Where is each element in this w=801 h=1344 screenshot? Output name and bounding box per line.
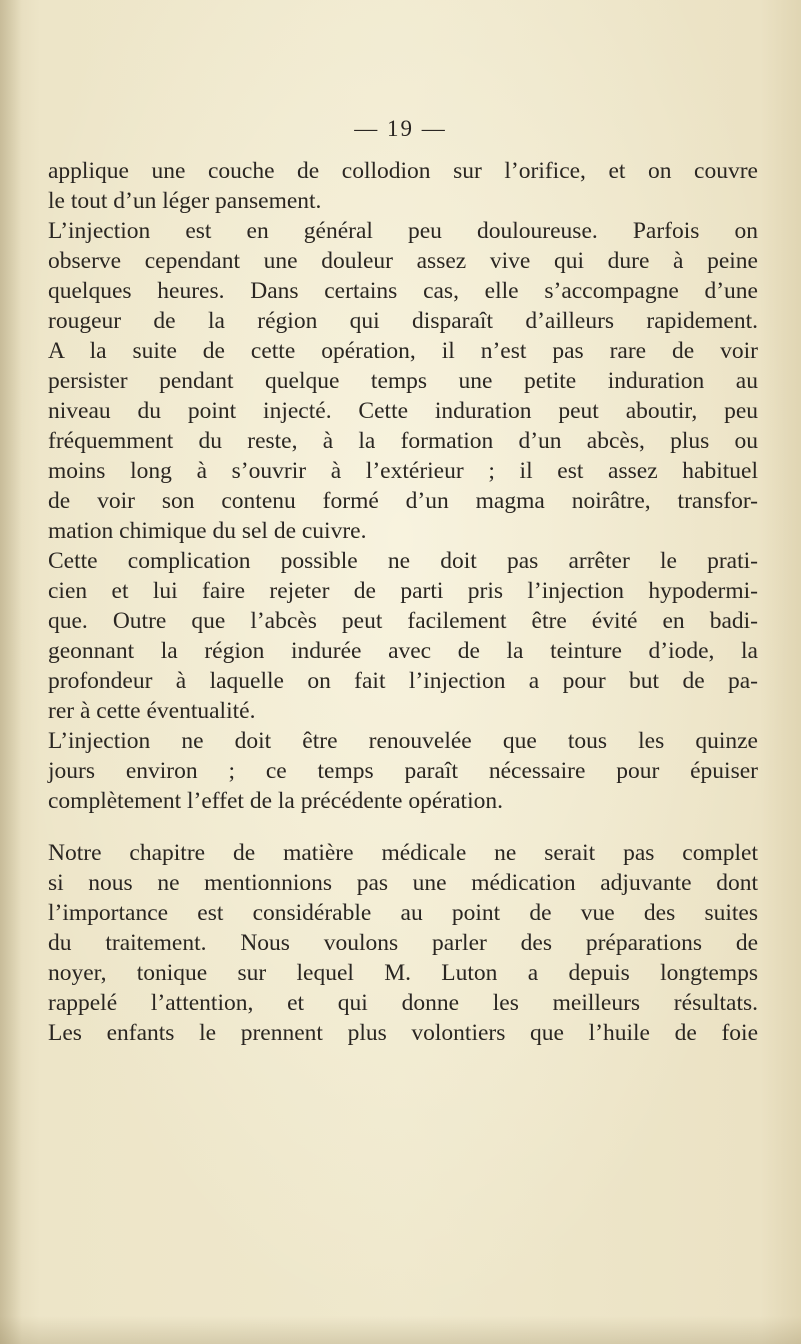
text-line: persister pendant quelque temps une petite induration au — [48, 368, 758, 394]
paragraph — [48, 546, 758, 726]
text-line: de voir son contenu formé d’un magma noirâtre, transfor- — [48, 488, 758, 514]
paragraph-gap — [48, 816, 758, 838]
paragraph — [48, 838, 758, 1048]
text-line: geonnant la région indurée avec de la teinture d’iode, la — [48, 638, 758, 664]
text-line: profondeur à laquelle on fait l’injection a pour but de pa- — [48, 668, 758, 694]
page-edge-shadow — [0, 0, 22, 1344]
text-line: Les enfants le prennent plus volontiers que l’huile de foie — [48, 1020, 758, 1046]
text-line: complètement l’effet de la précédente opération. — [48, 788, 503, 814]
text-line: rappelé l’attention, et qui donne les meilleurs résultats. — [48, 990, 758, 1016]
text-line: noyer, tonique sur lequel M. Luton a depuis longtemps — [48, 960, 758, 986]
paragraph — [48, 216, 758, 336]
text-line: l’importance est considérable au point de vue des suites — [48, 900, 758, 926]
text-line: rer à cette éventualité. — [48, 698, 256, 724]
text-line: Notre chapitre de matière médicale ne serait pas complet — [48, 840, 758, 866]
text-line: L’injection ne doit être renouvelée que tous les quinze — [48, 728, 758, 754]
text-line: mation chimique du sel de cuivre. — [48, 518, 367, 544]
text-line: jours environ ; ce temps paraît nécessaire pour épuiser — [48, 758, 758, 784]
text-line: du traitement. Nous voulons parler des préparations de — [48, 930, 758, 956]
page-bottom-shadow — [0, 1316, 801, 1344]
text-line: applique une couche de collodion sur l’orifice, et on couvre — [48, 158, 758, 184]
body-text — [48, 156, 758, 1048]
text-line: Cette complication possible ne doit pas arrêter le prati- — [48, 548, 758, 574]
text-line: quelques heures. Dans certains cas, elle s’accompagne d’une — [48, 278, 758, 304]
paragraph — [48, 336, 758, 546]
text-line: A la suite de cette opération, il n’est pas rare de voir — [48, 338, 758, 364]
page-number-header: — 19 — — [354, 116, 447, 141]
text-line: si nous ne mentionnions pas une médication adjuvante dont — [48, 870, 758, 896]
text-line: L’injection est en général peu douloureuse. Parfois on — [48, 218, 758, 244]
text-line: cien et lui faire rejeter de parti pris l’injection hypodermi- — [48, 578, 758, 604]
text-line: le tout d’un léger pansement. — [48, 188, 322, 214]
paragraph — [48, 156, 758, 216]
text-line: fréquemment du reste, à la formation d’un abcès, plus ou — [48, 428, 758, 454]
text-line: rougeur de la région qui disparaît d’ailleurs rapidement. — [48, 308, 758, 334]
text-line: moins long à s’ouvrir à l’extérieur ; il est assez habituel — [48, 458, 758, 484]
text-line: que. Outre que l’abcès peut facilement être évité en badi- — [48, 608, 758, 634]
paragraph — [48, 726, 758, 816]
text-line: niveau du point injecté. Cette induration peut aboutir, peu — [48, 398, 758, 424]
text-line: observe cependant une douleur assez vive qui dure à peine — [48, 248, 758, 274]
